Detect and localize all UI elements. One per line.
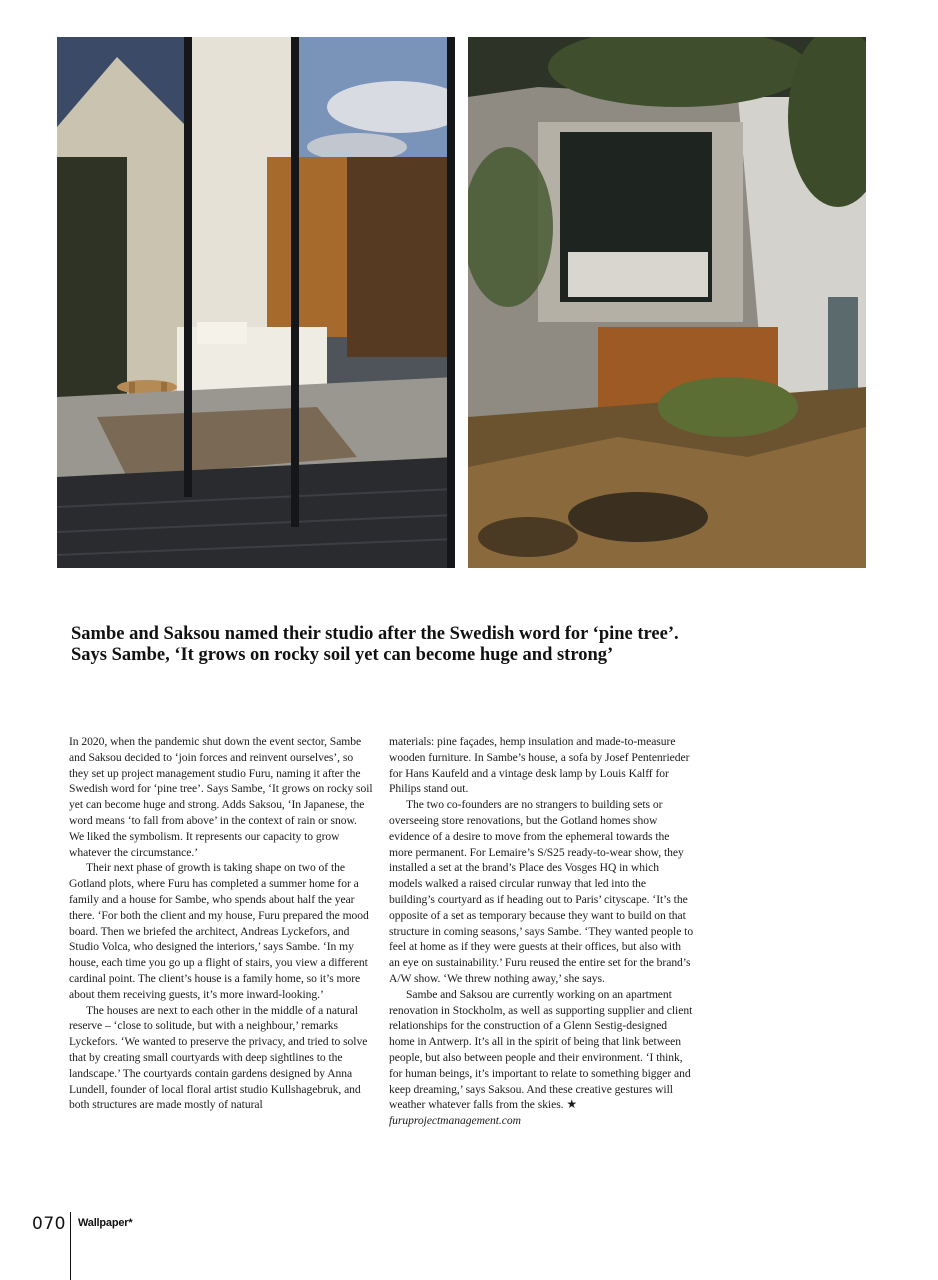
pull-quote-line-2: Says Sambe, ‘It grows on rocky soil yet can become huge and strong’ [71, 645, 614, 665]
pull-quote-line-1: Sambe and Saksou named their studio after the Swedish word for ‘pine tree’. [71, 624, 679, 644]
article-paragraph: The houses are next to each other in the middle of a natural reserve – ‘close to solitude, but with a neighbour,’ remarks Lyckefors. ‘We wanted to preserve the privacy, and tried to solve that by creating small courtyards with deep sightlines to the landscape.’ The courtyards contain gardens designed by Anna Lundell, founder of local floral artist studio Kullshagebruk, and both structures are made mostly of natural [69, 1003, 368, 1112]
article-final-paragraph [389, 987, 694, 1129]
article-paragraph: The two co-founders are no strangers to building sets or overseeing store renovations, but the Gotland homes show evidence of a desire to move from the ephemeral towards the more permanent. For Lemaire’s S/S25 ready-to-wear show, they installed a set at the brand’s Place des Vosges HQ in which models walked a raised circular runway that led into the building’s courtyard as if heading out to Paris’ cityscape. ‘It’s the opposite of a set as temporary because they want to build on that structure in coming seasons,’ says Sambe. ‘They wanted people to feel at home as if they were guests at their offices, but also with an eye on sustainability.’ Furu reused the entire set for the brand’s A/W show. ‘We threw nothing away,’ she says. [389, 798, 694, 985]
article-paragraph: Their next phase of growth is taking shape on two of the Gotland plots, where Furu has completed a summer home for a family and a house for Sambe, who spends about half the year there. ‘For both the client and my house, Furu prepared the mood board. Then we briefed the architect, Andreas Lyckefors, and Studio Volca, who designed the interiors,’ says Sambe. ‘In my house, each time you go up a flight of stairs, you view a different cardinal point. The client’s house is a family home, so it’s more about them receiving guests, it’s more inward-looking.’ [69, 861, 369, 1001]
pull-quote [71, 624, 831, 666]
star-icon: ★ [566, 1097, 578, 1112]
exterior-photo-illustration [468, 37, 866, 568]
article-column-2 [389, 734, 694, 1129]
article-paragraph: In 2020, when the pandemic shut down the event sector, Sambe and Saksou decided to ‘join forces and reinvent ourselves’, so they set up project management studio Furu, naming it after the Swedish word for ‘pine tree’. Says Sambe, ‘It grows on rocky soil yet can become huge and strong. Adds Saksou, ‘In Japanese, the word means ‘to fall from above’ in the context of rain or snow. We liked the symbolism. It represents our capacity to grow whatever the circumstance.’ [69, 735, 373, 859]
website-link[interactable]: furuprojectmanagement.com [389, 1114, 521, 1128]
interior-photo-illustration [57, 37, 455, 568]
article-column-1 [69, 734, 374, 1113]
magazine-brand: Wallpaper* [78, 1217, 133, 1229]
interior-photo [57, 37, 455, 568]
page-number: 070 [32, 1214, 66, 1234]
article-paragraph: materials: pine façades, hemp insulation and made-to-measure wooden furniture. In Sambe’s house, a sofa by Josef Pentenrieder for Hans Kaufeld and a vintage desk lamp by Louis Kalff for Philips stand out. [389, 735, 690, 796]
article-paragraph-text: Sambe and Saksou are currently working on an apartment renovation in Stockholm, as well as supporting supplier and client relationships for the construction of a Glenn Sestig-designed home in Antwerp. It’s all in the spirit of being that link between people, but also between people and their environment. ‘I think, for human beings, it’s important to relate to something bigger and keep dreaming,’ says Saksou. And these creative gestures will weather whatever falls from the skies. [389, 987, 693, 1112]
footer-divider [70, 1212, 71, 1280]
exterior-photo [468, 37, 866, 568]
